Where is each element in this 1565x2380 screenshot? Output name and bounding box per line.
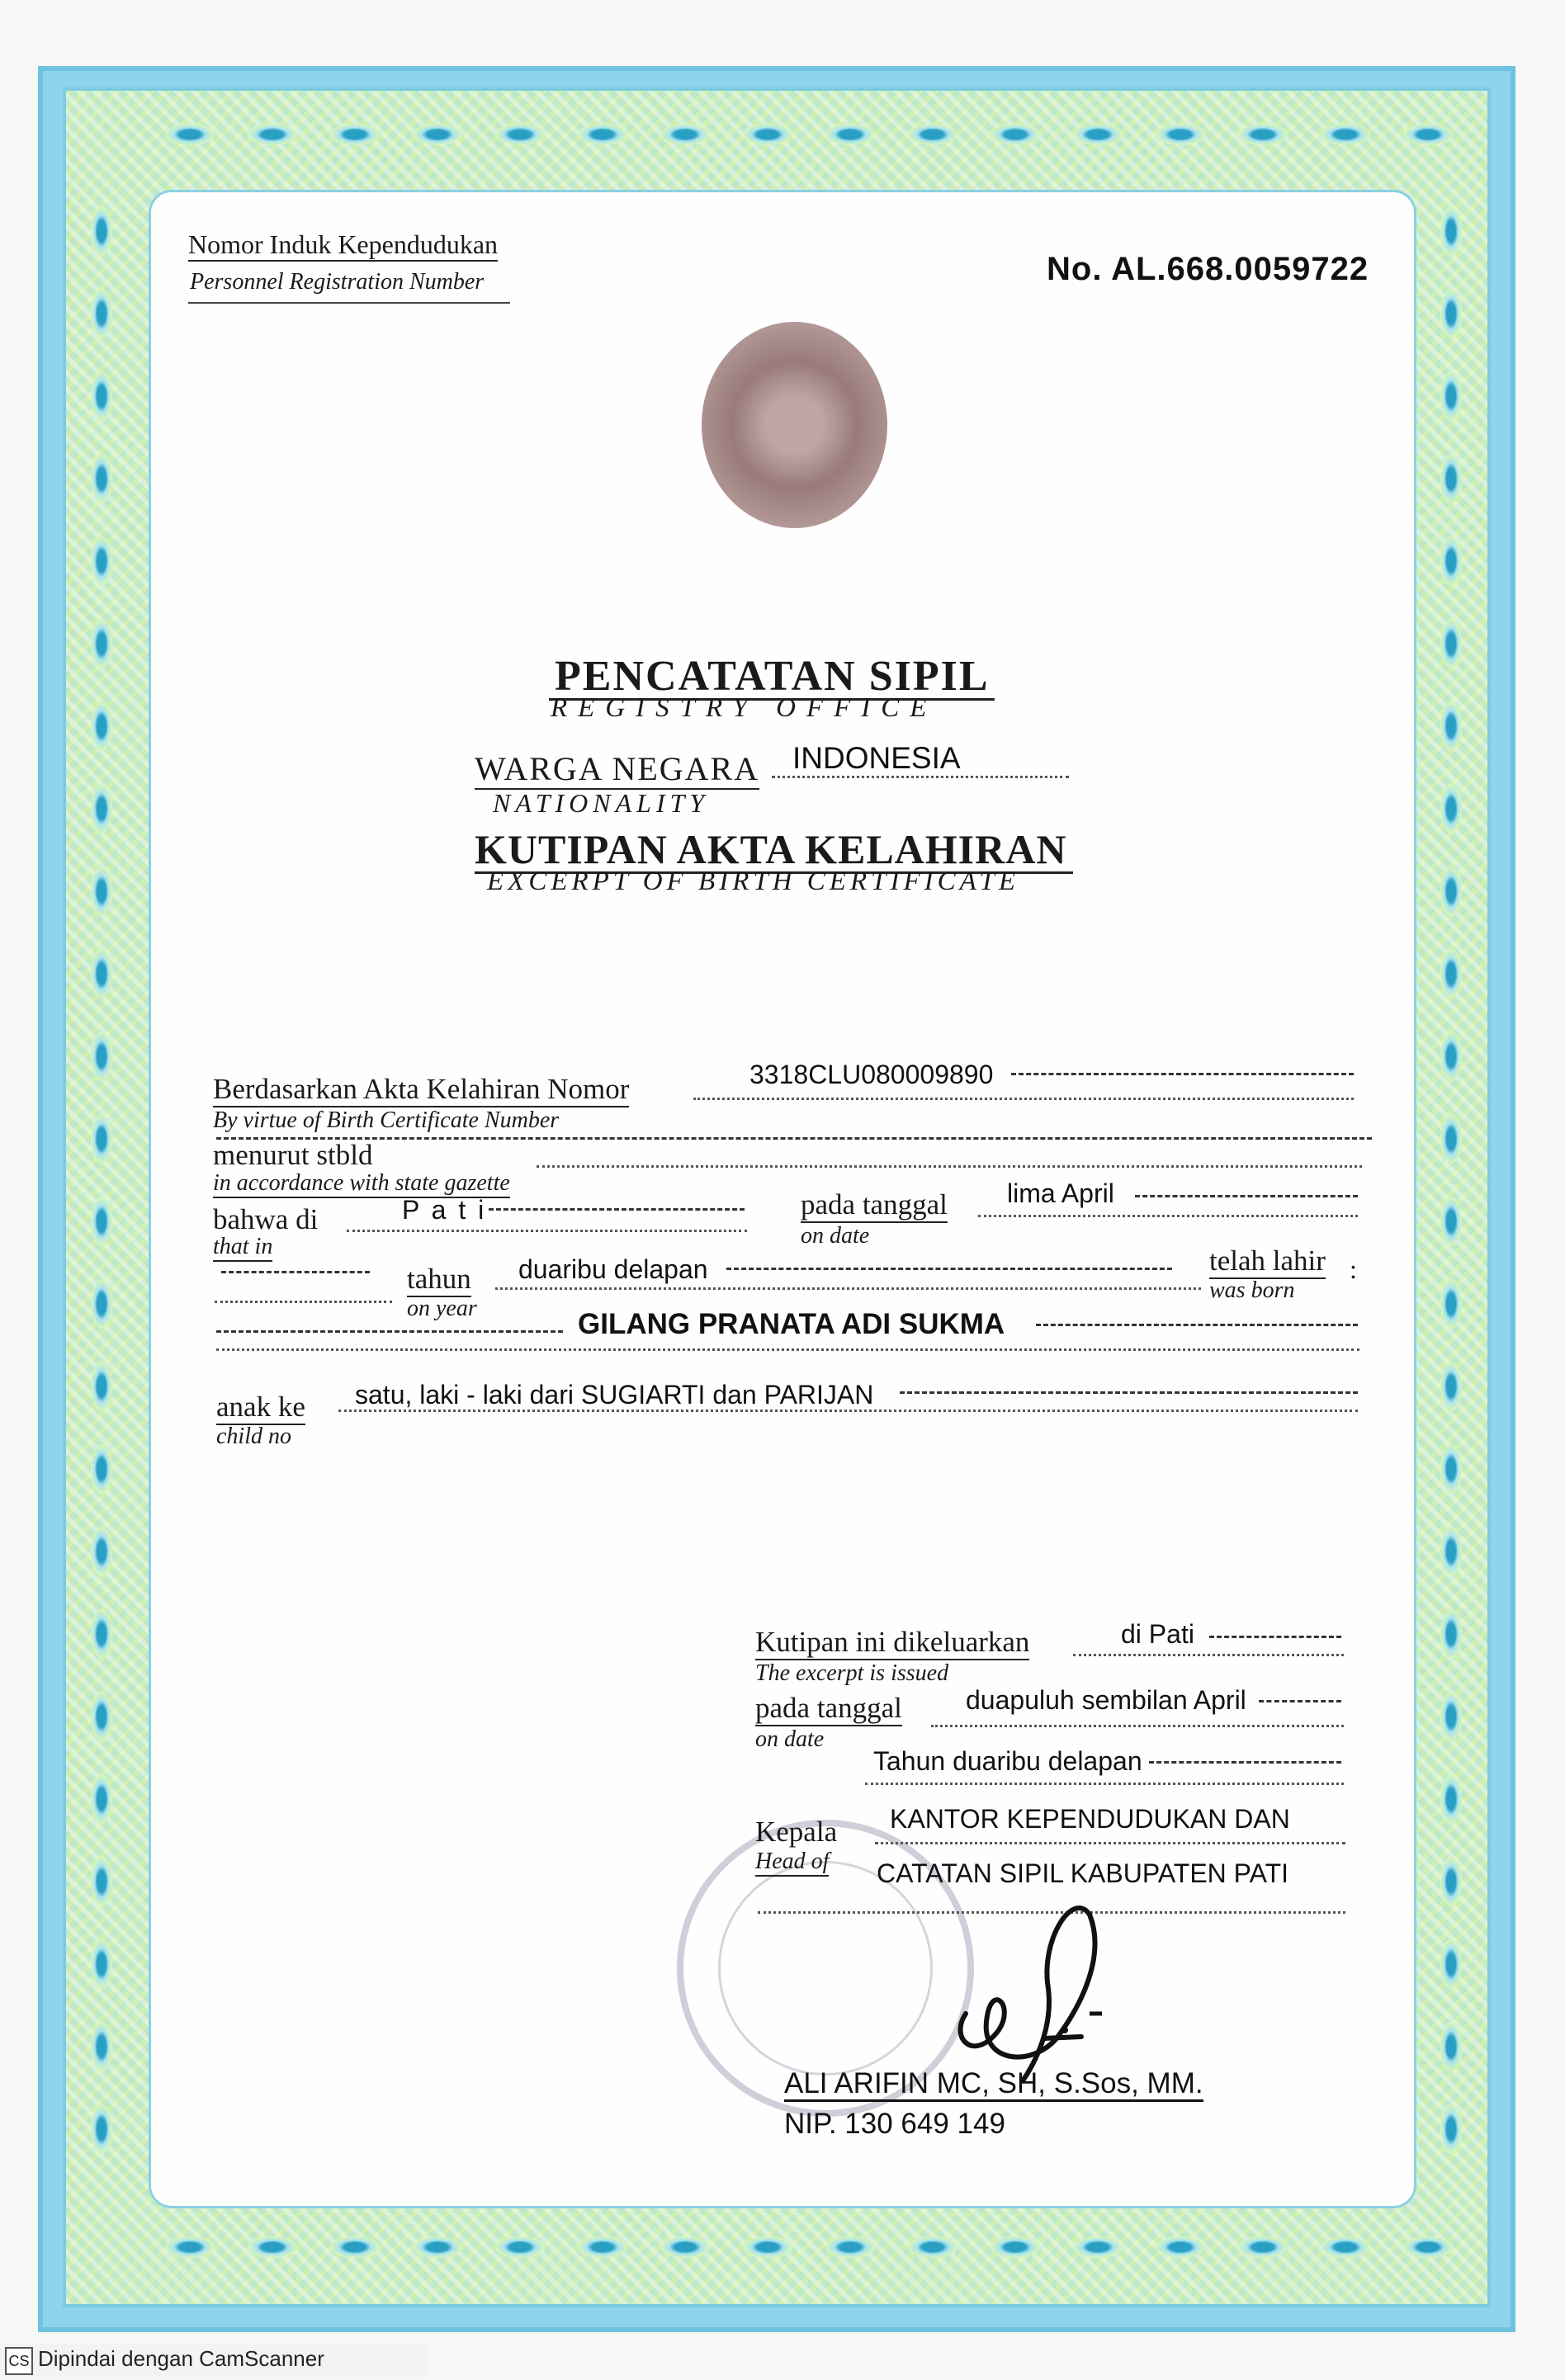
issued-place-line (1073, 1654, 1344, 1656)
date-label: pada tanggal (801, 1188, 948, 1221)
border-ornament-icon (91, 1939, 112, 1989)
office-line-1-dots (875, 1842, 1345, 1844)
child-no-line (338, 1410, 1358, 1412)
border-ornament-icon (1156, 124, 1205, 145)
border-ornament-icon (743, 124, 792, 145)
year-dash-left (221, 1271, 370, 1273)
border-ornament-icon (330, 2236, 380, 2258)
nik-label-en: Personnel Registration Number (190, 269, 485, 295)
official-name: ALI ARIFIN MC, SH, S.Sos, MM. (784, 2067, 1203, 2100)
border-ornament-icon (1440, 701, 1462, 751)
border-ornament-icon (91, 1692, 112, 1741)
nationality-label: WARGA NEGARA (475, 749, 759, 788)
border-ornament-icon (495, 124, 545, 145)
stbld-label: menurut stbld (213, 1139, 373, 1171)
border-ornament-icon (413, 2236, 462, 2258)
document-title-en: EXCERPT OF BIRTH CERTIFICATE (487, 867, 1020, 896)
border-ornament-icon (991, 2236, 1040, 2258)
border-ornament-icon (1440, 206, 1462, 256)
office-line-1: KANTOR KEPENDUDUKAN DAN (890, 1804, 1290, 1834)
signature-icon (941, 1890, 1131, 2096)
date-dash (1135, 1195, 1358, 1197)
border-ornament-icon (91, 867, 112, 916)
border-ornament-icon (908, 2236, 957, 2258)
border-ornament-icon (91, 1857, 112, 1906)
issued-place: di Pati (1121, 1619, 1194, 1649)
nik-label: Nomor Induk Kependudukan (188, 229, 498, 260)
issue-year-line (865, 1783, 1344, 1785)
border-ornament-icon (1321, 124, 1370, 145)
border-ornament-icon (91, 619, 112, 668)
border-ornament-icon (1440, 1114, 1462, 1164)
year-dash (726, 1268, 1172, 1270)
name-dash-left (216, 1330, 563, 1333)
nationality-value: INDONESIA (792, 741, 961, 775)
border-ornament-icon (1440, 2022, 1462, 2071)
child-no-label-en: child no (216, 1424, 291, 1449)
border-ornament-icon (91, 1362, 112, 1411)
place-dash (489, 1208, 745, 1211)
border-ornament-icon (91, 1114, 112, 1164)
issue-year-value: Tahun duaribu delapan (873, 1746, 1142, 1776)
head-label-en: Head of (755, 1849, 829, 1875)
issued-place-dash (1209, 1636, 1341, 1638)
border-ornament-icon (330, 124, 380, 145)
issue-date-label: pada tanggal (755, 1692, 902, 1725)
issue-date-label-en: on date (755, 1726, 825, 1752)
issue-date-value: duapuluh sembilan April (966, 1685, 1246, 1715)
border-ornament-icon (1440, 867, 1462, 916)
border-ornament-icon (1440, 1774, 1462, 1824)
camscanner-icon: CS (5, 2347, 33, 2375)
border-ornament-icon (1156, 2236, 1205, 2258)
border-ornament-icon (1238, 124, 1288, 145)
name-line (216, 1348, 1359, 1351)
year-label-en: on year (407, 1296, 477, 1321)
child-no-label: anak ke (216, 1391, 305, 1424)
border-ornament-icon (91, 1527, 112, 1576)
border-ornament-icon (1403, 124, 1453, 145)
border-ornament-icon (1440, 1939, 1462, 1989)
border-ornament-icon (248, 124, 297, 145)
border-ornament-icon (91, 454, 112, 503)
place-line (347, 1230, 747, 1232)
border-ornament-icon (91, 1609, 112, 1659)
border-ornament-icon (660, 2236, 710, 2258)
border-ornament-icon (1321, 2236, 1370, 2258)
border-ornament-icon (1440, 1197, 1462, 1246)
border-ornament-icon (91, 536, 112, 586)
garuda-emblem-icon (702, 322, 887, 528)
born-label-en: was born (1209, 1277, 1295, 1303)
border-ornament-icon (1238, 2236, 1288, 2258)
border-ornament-icon (1440, 536, 1462, 586)
nik-underline (188, 302, 510, 304)
border-ornament-icon (91, 1197, 112, 1246)
place-value: P a t i (402, 1195, 487, 1225)
issued-label-en: The excerpt is issued (755, 1660, 949, 1686)
year-line-left (215, 1301, 392, 1303)
office-stamp-inner-ring (718, 1861, 933, 2075)
border-ornament-icon (1403, 2236, 1453, 2258)
border-ornament-icon (1440, 619, 1462, 668)
issue-date-dash (1259, 1700, 1341, 1702)
border-ornament-icon (908, 124, 957, 145)
nationality-line (772, 776, 1069, 778)
registry-title-en: REGISTRY OFFICE (551, 693, 938, 723)
border-ornament-icon (165, 124, 215, 145)
border-ornament-icon (91, 1279, 112, 1329)
border-ornament-icon (1440, 1857, 1462, 1906)
border-ornament-icon (91, 1444, 112, 1494)
border-ornament-icon (1440, 949, 1462, 999)
date-value: lima April (1007, 1178, 1114, 1208)
year-line (495, 1287, 1201, 1290)
border-ornament-icon (248, 2236, 297, 2258)
date-label-en: on date (801, 1223, 870, 1249)
border-ornament-icon (1440, 454, 1462, 503)
scanner-note: Dipindai dengan CamScanner (38, 2346, 324, 2371)
border-ornament-icon (660, 124, 710, 145)
border-ornament-icon (91, 949, 112, 999)
stbld-line (537, 1165, 1362, 1168)
border-ornament-icon (578, 124, 627, 145)
border-ornament-icon (91, 1774, 112, 1824)
issued-label: Kutipan ini dikeluarkan (755, 1626, 1029, 1659)
cert-no-value: 3318CLU080009890 (749, 1060, 994, 1089)
year-label: tahun (407, 1263, 471, 1296)
border-ornament-icon (91, 2022, 112, 2071)
scanner-footer (0, 2344, 429, 2377)
border-ornament-icon (91, 784, 112, 833)
border-ornament-icon (91, 289, 112, 338)
born-colon: : (1350, 1254, 1357, 1284)
border-ornament-icon (91, 206, 112, 256)
child-name: GILANG PRANATA ADI SUKMA (578, 1308, 1005, 1340)
border-ornament-icon (495, 2236, 545, 2258)
border-ornament-icon (1440, 371, 1462, 421)
border-ornament-icon (413, 124, 462, 145)
border-ornament-icon (825, 2236, 875, 2258)
cert-no-dash (1011, 1073, 1354, 1075)
issue-date-line (931, 1725, 1344, 1727)
border-ornament-icon (1440, 1032, 1462, 1081)
border-ornament-icon (1440, 1527, 1462, 1576)
office-line-2: CATATAN SIPIL KABUPATEN PATI (877, 1858, 1289, 1888)
border-ornament-icon (91, 371, 112, 421)
official-nip: NIP. 130 649 149 (784, 2108, 1005, 2140)
child-no-value: satu, laki - laki dari SUGIARTI dan PARIJAN (355, 1380, 874, 1410)
border-ornament-icon (1440, 289, 1462, 338)
place-label: bahwa di (213, 1203, 319, 1235)
border-ornament-icon (1440, 1444, 1462, 1494)
border-ornament-icon (91, 701, 112, 751)
year-value: duaribu delapan (518, 1254, 708, 1284)
cert-no-label-en: By virtue of Birth Certificate Number (213, 1107, 560, 1133)
border-ornament-icon (91, 1032, 112, 1081)
place-label-en: that in (213, 1234, 272, 1260)
name-dash-right (1036, 1324, 1358, 1326)
stbld-dash-top (216, 1137, 1372, 1140)
border-ornament-icon (1073, 2236, 1123, 2258)
head-label: Kepala (755, 1816, 838, 1848)
border-ornament-icon (1440, 2104, 1462, 2154)
border-ornament-icon (1440, 1362, 1462, 1411)
border-ornament-icon (1073, 124, 1123, 145)
border-ornament-icon (578, 2236, 627, 2258)
border-ornament-icon (1440, 1609, 1462, 1659)
issue-year-dash (1149, 1761, 1341, 1764)
border-ornament-icon (165, 2236, 215, 2258)
border-ornament-icon (1440, 784, 1462, 833)
border-ornament-icon (1440, 1692, 1462, 1741)
cert-no-line (693, 1098, 1354, 1100)
border-ornament-icon (991, 124, 1040, 145)
stbld-label-en: in accordance with state gazette (213, 1170, 510, 1197)
serial-number: No. AL.668.0059722 (1047, 251, 1369, 287)
border-ornament-icon (743, 2236, 792, 2258)
child-no-dash (900, 1391, 1358, 1394)
document-title: KUTIPAN AKTA KELAHIRAN (475, 826, 1067, 872)
cert-no-label: Berdasarkan Akta Kelahiran Nomor (213, 1073, 629, 1106)
registry-title: PENCATATAN SIPIL (555, 653, 990, 700)
border-ornament-icon (91, 2104, 112, 2154)
date-line (978, 1215, 1358, 1217)
born-label: telah lahir (1209, 1244, 1326, 1277)
border-ornament-icon (825, 124, 875, 145)
border-ornament-icon (1440, 1279, 1462, 1329)
nationality-label-en: NATIONALITY (493, 788, 710, 818)
